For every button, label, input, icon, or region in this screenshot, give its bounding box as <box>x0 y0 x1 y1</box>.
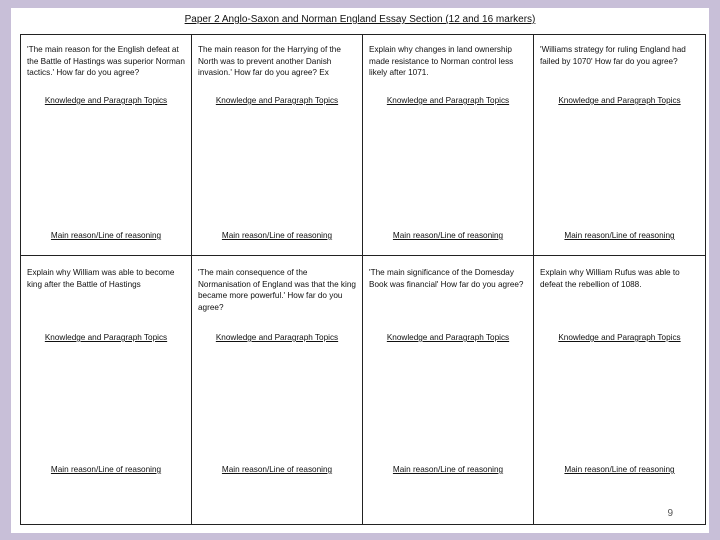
essay-question: 'The main reason for the English defeat at the Battle of Hastings was superior Norman tactics.' How far do you agree? <box>27 45 185 78</box>
page-title: Paper 2 Anglo-Saxon and Norman England Essay Section (12 and 16 markers) <box>184 14 536 25</box>
knowledge-label: Knowledge and Paragraph Topics <box>386 333 510 342</box>
knowledge-label: Knowledge and Paragraph Topics <box>44 96 168 105</box>
essay-cell <box>21 256 192 525</box>
main-reason-label: Main reason/Line of reasoning <box>392 231 504 240</box>
main-reason-label: Main reason/Line of reasoning <box>564 231 675 240</box>
knowledge-label: Knowledge and Paragraph Topics <box>558 96 681 105</box>
essay-question: Explain why William Rufus was able to defeat the rebellion of 1088. <box>540 268 680 289</box>
knowledge-label: Knowledge and Paragraph Topics <box>215 96 339 105</box>
main-reason-label: Main reason/Line of reasoning <box>564 465 675 474</box>
essay-cell <box>21 35 192 256</box>
main-reason-label: Main reason/Line of reasoning <box>50 465 162 474</box>
essay-cell <box>192 35 363 256</box>
essay-cell <box>534 35 706 256</box>
essay-grid <box>20 34 706 525</box>
knowledge-label: Knowledge and Paragraph Topics <box>215 333 339 342</box>
main-reason-label: Main reason/Line of reasoning <box>221 231 333 240</box>
main-reason-label: Main reason/Line of reasoning <box>221 465 333 474</box>
essay-question: The main reason for the Harrying of the North was to prevent another Danish invasion.' How far do you agree? Ex <box>198 45 341 78</box>
essay-cell <box>363 35 534 256</box>
main-reason-label: Main reason/Line of reasoning <box>392 465 504 474</box>
essay-question: 'The main significance of the Domesday Book was financial' How far do you agree? <box>369 268 524 289</box>
knowledge-label: Knowledge and Paragraph Topics <box>558 333 681 342</box>
essay-question: 'Williams strategy for ruling England had failed by 1070' How far do you agree? <box>540 45 686 66</box>
essay-cell <box>363 256 534 525</box>
page-number: 9 <box>667 508 673 519</box>
essay-question: Explain why William was able to become king after the Battle of Hastings <box>27 268 175 289</box>
essay-cell <box>192 256 363 525</box>
knowledge-label: Knowledge and Paragraph Topics <box>386 96 510 105</box>
essay-question: 'The main consequence of the Normanisation of England was that the king became more powerful.' How far do you agree? <box>198 268 356 312</box>
document-page <box>11 8 709 533</box>
essay-question: Explain why changes in land ownership made resistance to Norman control less likely after 1071. <box>369 45 514 78</box>
knowledge-label: Knowledge and Paragraph Topics <box>44 333 168 342</box>
main-reason-label: Main reason/Line of reasoning <box>50 231 162 240</box>
essay-cell <box>534 256 706 525</box>
